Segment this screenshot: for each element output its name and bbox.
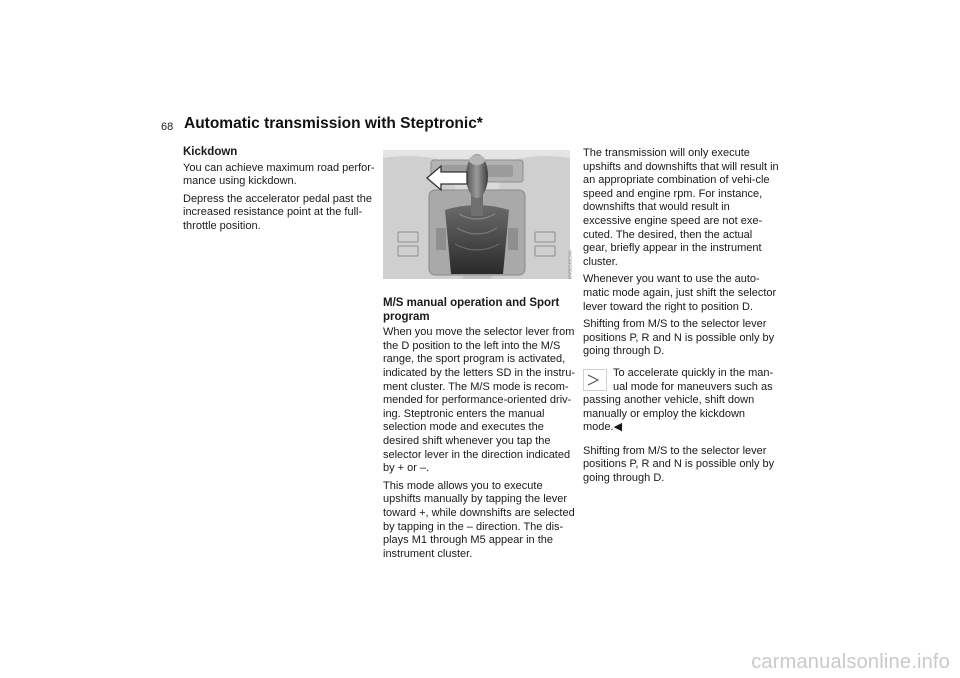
end-mark: ◀ xyxy=(613,421,623,434)
acceleration-note xyxy=(583,367,779,435)
gear-selector-figure xyxy=(383,150,570,279)
figure-code: MV00248CMA xyxy=(567,250,572,280)
info-paragraph: The transmission will only execute upshifts and downshifts that will result in an appropriate combination of vehi-cle speed and engine rpm. For instance, downshifts that would result in excessive engine speed are not exe-cuted. The desired, then the actual gear, briefly appear in the instrument cluster. xyxy=(583,147,779,268)
manual-paragraph: When you move the selector lever from the D position to the left into the M/S range, the sport program is activated, indicated by the letters SD in the instru-ment cluster. The M/S mode is recom-mended for performance-oriented driv-ing. Steptronic enters the manual selection mode and executes the desired shift whenever you tap the selector lever in the direction indicated by + or –. xyxy=(383,326,575,475)
watermark: carmanualsonline.info xyxy=(751,651,950,673)
manual-operation-section xyxy=(383,297,578,565)
note-text xyxy=(583,367,779,435)
manual-paragraph: This mode allows you to execute upshifts manually by tapping the lever toward +, while downshifts are selected by tapping in the – direction. The dis-plays M1 through M5 appear in the instrument cluster. xyxy=(383,479,575,560)
gear-selector-illustration xyxy=(383,150,570,279)
page-number: 68 xyxy=(161,121,174,133)
page-title: Automatic transmission with Steptronic* xyxy=(184,115,483,132)
info-paragraph: Whenever you want to use the auto-matic mode again, just shift the selector lever toward the right to position D. xyxy=(583,273,777,313)
manual-operation-heading: M/S manual operation and Sport program xyxy=(383,297,560,323)
note-body: To accelerate quickly in the man-ual mode for maneuvers such as passing another vehicle, shift down manually or employ the kickdown mode. xyxy=(583,366,774,434)
info-paragraph: Shifting from M/S to the selector lever positions P, R and N is possible only by going through D. xyxy=(583,318,775,358)
kickdown-section xyxy=(183,146,375,238)
info-paragraph: Shifting from M/S to the selector lever positions P, R and N is possible only by going through D. xyxy=(583,444,775,485)
shifting-info-section xyxy=(583,147,779,490)
kickdown-heading: Kickdown xyxy=(183,146,238,158)
kickdown-paragraph: You can achieve maximum road perfor-mance using kickdown. xyxy=(183,161,375,188)
note-arrow-icon xyxy=(583,369,607,391)
kickdown-paragraph: Depress the accelerator pedal past the increased resistance point at the full-throttle position. xyxy=(183,192,372,232)
